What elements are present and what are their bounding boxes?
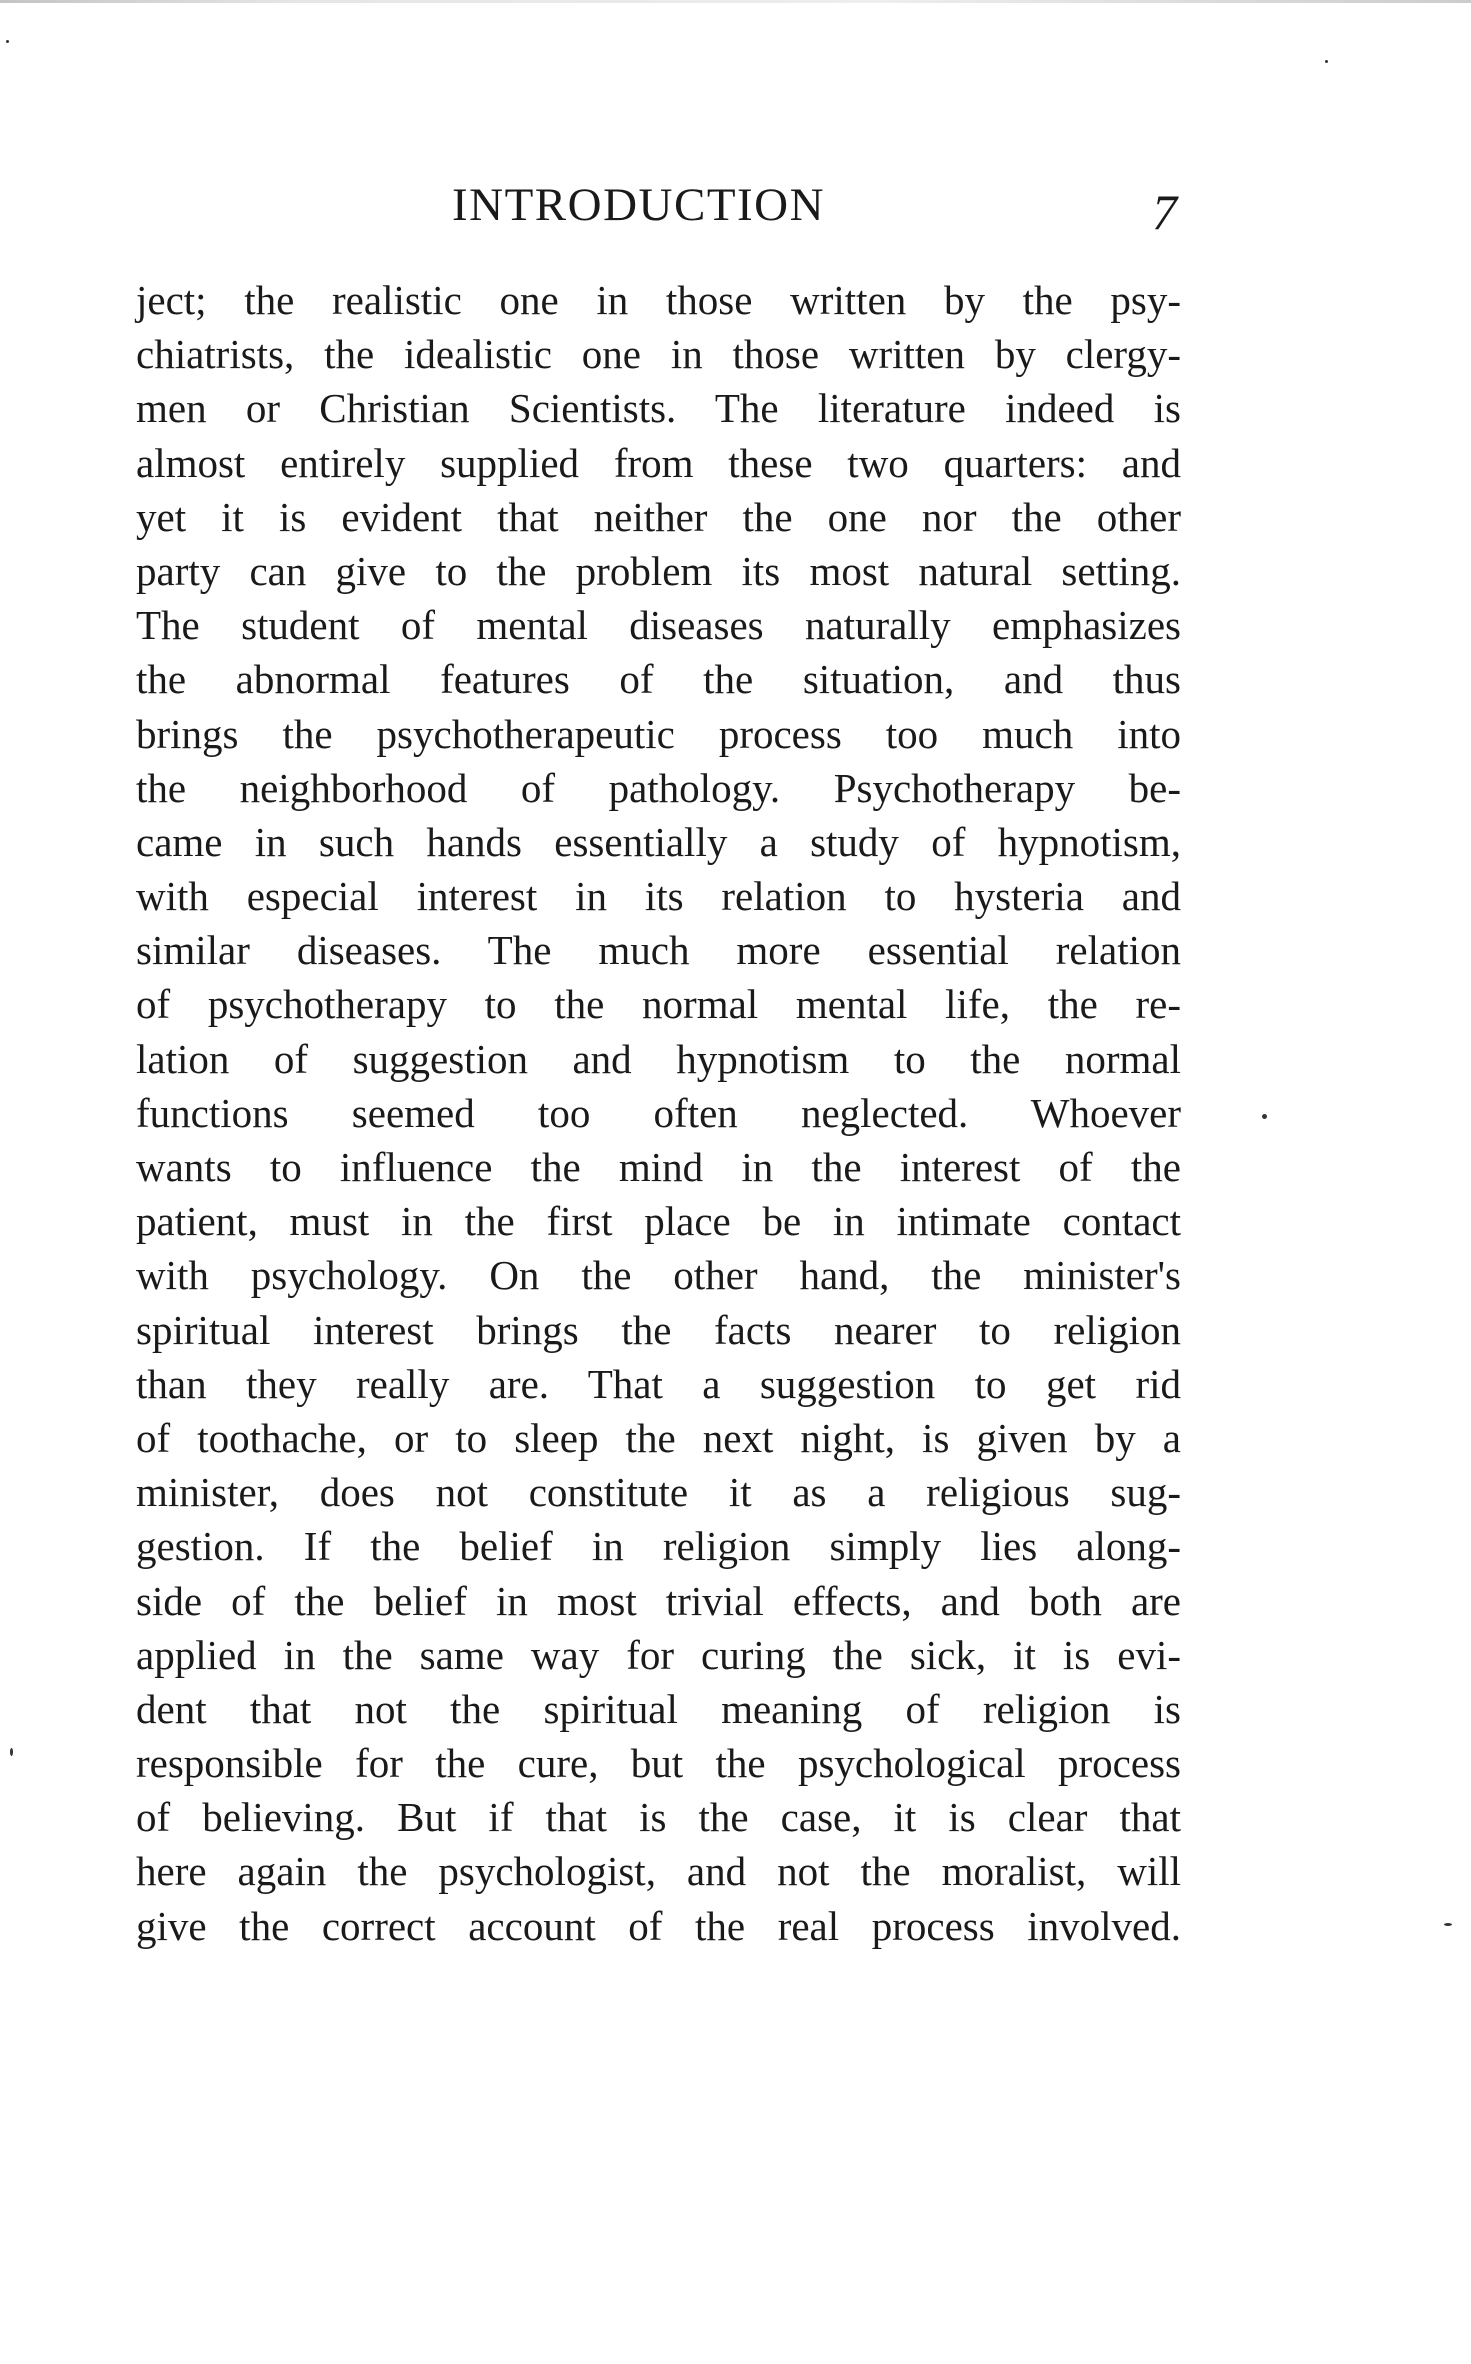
scan-speck — [1262, 1114, 1267, 1119]
text-line: gestion. If the belief in religion simply lies along- — [136, 1523, 1181, 1570]
scan-speck — [10, 1748, 13, 1756]
text-line: ject; the realistic one in those written by the psy- — [136, 277, 1181, 323]
text-line: side of the belief in most trivial effects, and both are — [136, 1577, 1181, 1624]
text-line: give the correct account of the real process involved. — [136, 1902, 1181, 1949]
text-line: party can give to the problem its most natural setting. — [136, 547, 1181, 594]
text-line: men or Christian Scientists. The literature indeed is — [136, 385, 1181, 432]
text-line: dent that not the spiritual meaning of religion is — [136, 1685, 1181, 1732]
text-line: than they really are. That a suggestion to get rid — [136, 1360, 1181, 1407]
text-line: the abnormal features of the situation, and thus — [136, 656, 1181, 703]
text-line: the neighborhood of pathology. Psychotherapy be- — [136, 764, 1181, 811]
body-text — [136, 273, 1181, 1953]
text-line: lation of suggestion and hypnotism to the normal — [136, 1035, 1181, 1082]
text-line: brings the psychotherapeutic process too much into — [136, 710, 1181, 757]
text-line: almost entirely supplied from these two quarters: and — [136, 439, 1181, 486]
text-line: minister, does not constitute it as a religious sug- — [136, 1469, 1181, 1516]
running-title: INTRODUCTION — [452, 179, 826, 231]
scan-speck — [6, 40, 9, 43]
page-number: 7 — [1152, 184, 1177, 240]
text-line: of toothache, or to sleep the next night, is given by a — [136, 1414, 1181, 1461]
text-line: applied in the same way for curing the sick, it is evi- — [136, 1631, 1181, 1678]
text-line: The student of mental diseases naturally emphasizes — [136, 602, 1181, 649]
text-line: spiritual interest brings the facts nearer to religion — [136, 1306, 1181, 1353]
text-line: with especial interest in its relation to hysteria and — [136, 873, 1181, 920]
text-line: with psychology. On the other hand, the minister's — [136, 1252, 1181, 1299]
text-line: of psychotherapy to the normal mental life, the re- — [136, 981, 1181, 1028]
text-line: of believing. But if that is the case, it is clear that — [136, 1794, 1181, 1841]
text-line: similar diseases. The much more essential relation — [136, 927, 1181, 974]
text-line: patient, must in the first place be in intimate contact — [136, 1198, 1181, 1245]
text-line: wants to influence the mind in the interest of the — [136, 1144, 1181, 1190]
scan-speck — [1444, 1923, 1452, 1926]
text-line: functions seemed too often neglected. Whoever — [136, 1089, 1181, 1136]
text-line: here again the psychologist, and not the moralist, will — [136, 1848, 1181, 1895]
text-line: came in such hands essentially a study of hypnotism, — [136, 818, 1181, 865]
text-line: responsible for the cure, but the psychological process — [136, 1740, 1181, 1787]
text-line: yet it is evident that neither the one nor the other — [136, 493, 1181, 540]
scan-speck — [1325, 60, 1328, 63]
text-line: chiatrists, the idealistic one in those written by clergy- — [136, 331, 1181, 378]
scan-edge — [0, 0, 1471, 3]
